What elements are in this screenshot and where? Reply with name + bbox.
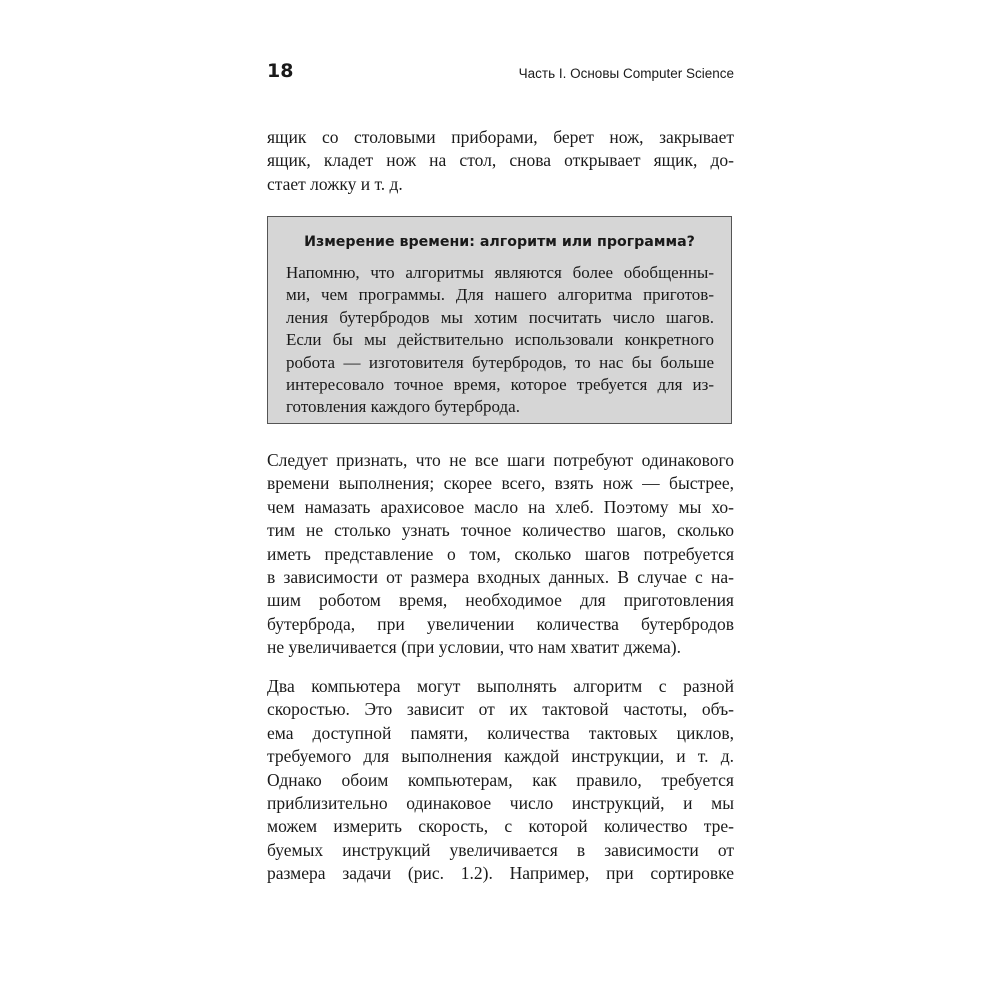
text-line: ема доступной памяти, количества тактовых циклов, [267, 722, 734, 743]
text-line: ящик, кладет нож на стол, снова открывает ящик, до- [267, 150, 734, 171]
page-header [267, 58, 734, 92]
text-line: стает ложку и т. д. [267, 173, 403, 194]
text-line: времени выполнения; скорее всего, взять нож — быстрее, [267, 473, 734, 494]
text-line: Следует признать, что не все шаги потребуют одинакового [267, 450, 734, 470]
text-line: ящик со столовыми приборами, берет нож, закрывает [267, 127, 734, 147]
text-line: робота — изготовителя бутербродов, то нас бы больше [286, 352, 714, 372]
text-line: Два компьютера могут выполнять алгоритм с разной [267, 676, 734, 696]
text-line: бутерброда, при увеличении количества бутербродов [267, 613, 734, 634]
paragraph-2 [267, 449, 734, 660]
text-line: тим не столько узнать точное количество шагов, сколько [267, 520, 734, 541]
text-line: шим роботом время, необходимое для приготовления [267, 590, 734, 611]
text-line: в зависимости от размера входных данных. В случае с на- [267, 567, 734, 588]
page-number: 18 [267, 60, 294, 82]
text-line: размера задачи (рис. 1.2). Например, при сортировке [267, 863, 734, 884]
text-line: ления бутербродов мы хотим посчитать число шагов. [286, 307, 714, 327]
text-line: иметь представление о том, сколько шагов потребуется [267, 543, 734, 564]
text-line: требуемого для выполнения каждой инструкции, и т. д. [267, 746, 734, 767]
text-line: можем измерить скорость, с которой количество тре- [267, 816, 734, 837]
text-line: готовления каждого бутерброда. [286, 397, 520, 417]
text-line: Напомню, что алгоритмы являются более обобщенны- [286, 263, 714, 282]
text-line: не увеличивается (при условии, что нам хватит джема). [267, 637, 682, 658]
text-line: ми, чем программы. Для нашего алгоритма приготов- [286, 285, 714, 305]
text-line: приблизительно одинаковое число инструкций, и мы [267, 793, 734, 814]
running-head: Часть I. Основы Computer Science [518, 66, 734, 81]
text-line: скоростью. Это зависит от их тактовой частоты, объ- [267, 699, 734, 720]
sidebar-body [286, 262, 714, 419]
paragraph-3 [267, 675, 734, 886]
sidebar-title: Измерение времени: алгоритм или программа? [304, 234, 695, 250]
text-line: Если бы мы действительно использовали конкретного [286, 330, 714, 350]
text-line: интересовало точное время, которое требуется для из- [286, 375, 714, 395]
text-line: чем намазать арахисовое масло на хлеб. Поэтому мы хо- [267, 496, 734, 517]
text-line: Однако обоим компьютерам, как правило, требуется [267, 769, 734, 790]
text-line: буемых инструкций увеличивается в зависимости от [267, 839, 734, 860]
sidebar-box [267, 216, 732, 424]
book-page [267, 58, 734, 884]
paragraph-1 [267, 126, 734, 196]
